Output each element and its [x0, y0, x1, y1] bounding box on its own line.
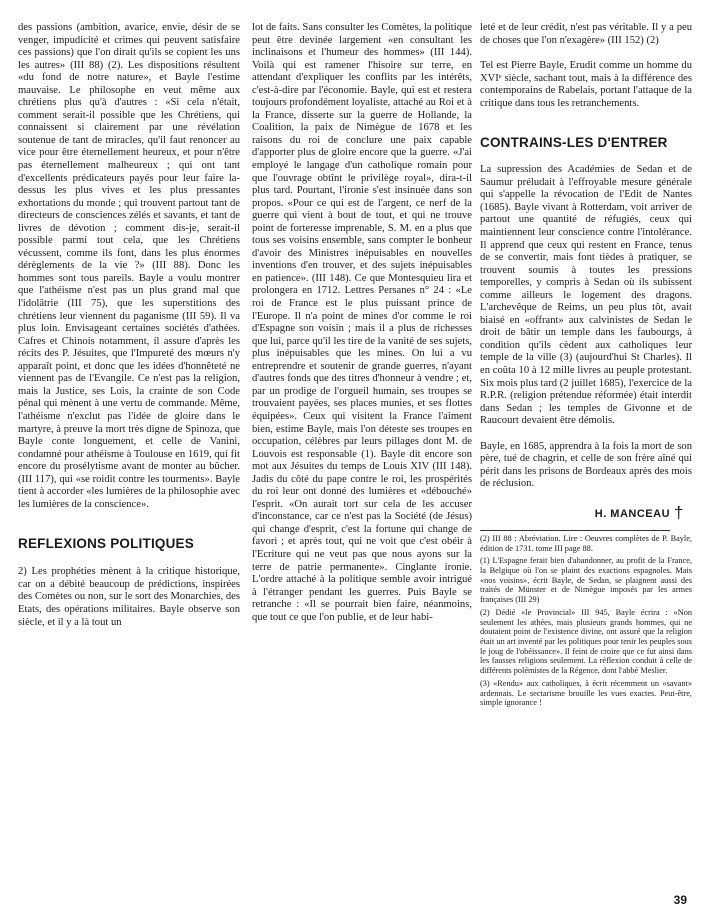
column-middle	[252, 22, 472, 624]
body-paragraph: Tel est Pierre Bayle, Erudit comme un homme du XVIᵉ siècle, sachant tout, mais à la différence des contemporains de Rabelais, portant l'attaque de la critique dans tous les retranchements.	[480, 60, 692, 109]
footnote: (2) III 88 : Abréviation. Lire : Oeuvres complètes de P. Bayle, édition de 1731. tome III page 88.	[480, 533, 692, 553]
author-signature	[480, 503, 684, 523]
footnote-divider	[480, 530, 670, 531]
cross-icon: †	[674, 502, 684, 522]
body-paragraph: 2) Les prophéties mènent à la critique historique, car on a débité beaucoup de prédictions, inspirées des Comètes ou non, sur le sort des Monarchies, des Etats, des opérations militaires. Bayle observe son siècle, et il y a là tout un	[18, 566, 240, 628]
section-heading-contrains-les-d-entrer: CONTRAINS-LES D'ENTRER	[480, 135, 668, 151]
author-name: H. MANCEAU	[594, 507, 671, 520]
page-number: 39	[673, 893, 687, 907]
footnote: (1) L'Espagne ferait bien d'abandonner, au profit de la France, la Belgique où l'on se plaint des exactions espagnoles. Mais «nos voisins», écrit Bayle, de Sedan, se plaignent aussi des traités de Münster et de Nimègue imposés par les armes françaises (III 29)	[480, 556, 692, 605]
column-left	[18, 22, 240, 629]
footnote: (2) Dédié «le Provincial» III 945, Bayle écrira : «Non seulement les athées, mais plusieurs grands hommes, qui ne doutaient point de l'existence divine, ont assuré que la religion était un art inventé par les politiques pour tenir les peuples sous le joug de l'obéissance». Il feint de croire que ce fut ainsi dans les fausses religions seulement. La réflexion conduit à celle de différents polémistes de la Régence, dont l'abbé Meslier.	[480, 607, 692, 676]
section-heading-reflexions-politiques: REFLEXIONS POLITIQUES	[18, 536, 194, 552]
body-paragraph: des passions (ambition, avarice, envie, désir de se venger, impudicité et crimes qui peuvent satisfaire ces passions) que l'on dirait qu'ils se copient les uns les autres» (III 88) (2). Les dispositions résultent «du fond de notre nature», et Bayle l'estime mauvaise. Le philosophe en veut même aux chrétiens plus qu'à d'autres : «Si cela n'était, comment serait-il possible que les Chrétiens, qui connaissent si clairement par une révélation soutenue de tant de miracles, qu'il faut renoncer au vice pour être éternellement heureux, et pour n'être pas éternellement malheureux ; qui ont tant d'excellents prédicateurs payés pour leur faire la-dessus les plus vives et les plus pressantes exhortations du monde ; qui trouvent partout tant de directeurs de consciences zélés et savants, et tant de livres de dévotion ; comment dis-je, serait-il possible parmi tout cela, que les Chrétiens vécussent, comme ils font, dans les plus énormes dérèglements de la vie ?» (III 88). Donc les hommes sont tous pareils. Bayle a voulu montrer que l'athéisme n'est pas un plus grand mal que l'idolâtrie (III 75), que les superstitions des chrétiens leur viennent du paganisme (III 59). Il va plus loin. Envisageant certaines sociétés d'athées. Cafres et Chinois notamment, il assure d'après les récits des P. Jésuites, que l'Impureté des mœurs n'y apparaît point, et donc que les idées d'honnêteté ne viennent pas de l'Evangile. Ce n'est pas la religion, mais la Justice, ses Lois, la crainte de son Code pénal qui mènent à une vertu de commande. Même, l'athéisme n'exclut pas l'idée de gloire dans le martyre, à preuve la mort très digne de Spinoza, que Bayle conte longuement, et celle de Vanini, condamné pour athéisme à Toulouse en 1619, qui fit encore du prosélytisme avant de monter au bûcher. (III 117), qui «se roidit contre les tourments». Bayle tient à accorder «les lumières de la philosophie avec les lumières de la conscience».	[18, 22, 240, 510]
body-paragraph: La supression des Académies de Sedan et de Saumur préludait à l'effroyable mesure générale qui s'appelle la révocation de l'Edit de Nantes (1685). Bayle vivant à Rotterdam, voit arriver de partout une quantité de réfugiés, ceux qui maintiennent leur conscience contre l'intolérance. Il apprend que ceux qui restent en France, tenus de se convertir, mais font tièdes à pratiquer, se trouvent soumis à toutes les pressions temporelles, y compris à Sedan où ils subissent comme ailleurs le logement des dragons. L'archevêque de Reims, un peu plus tôt, avait biaisé en «offrant» aux calvinistes de Sedan le droit de bâtir un temple dans les faubourgs, à condition qu'ils cèdent aux catholiques leur temple de la ville (3) (aujourd'hui St Charles). Il en coûta 10 à 12 mille livres au peuple protestant. Six mois plus tard (2 juillet 1685), l'exercice de la R.P.R. (religion prétendue réformée) était interdit dans Sedan ; les temples de Givonne et de Raucourt devaient être démolis.	[480, 164, 692, 427]
body-paragraph: Bayle, en 1685, apprendra à la fois la mort de son père, tué de chagrin, et celle de son frère aîné qui périt dans les prisons de Bordeaux après des mois de réclusion.	[480, 440, 692, 490]
column-right	[480, 22, 692, 708]
footnote: (3) «Rendu» aux catholiques, à écrit récemment un «savant» ardennais. Le sectarisme brouille les vues exactes. Peut-être, simple ignorance !	[480, 678, 692, 708]
body-paragraph: lot de faits. Sans consulter les Comètes, la politique peut être devinée largement «en consultant les inclinaisons et l'humeur des hommes» (III 144). Voilà qui est ramener l'hisoire sur terre, en attendant d'expliquer les conflits par les intérêts, c'est-à-dire par l'économie. Bayle, qui est et restera toujours profondément loyaliste, attaché au Roi et à la France, disserte sur la guerre de Hollande, la Coalition, la paix de Nimègue de 1678 et les raisons du roi de conclure une paix capable d'apporter plus de gloire encore que la guerre. «J'ai employé le langage d'un catholique romain pour que l'ouvrage obtînt le privilège royal», dira-t-il plus tard. Pourtant, l'ironie s'est insinuée dans son propos. «Pour ce qui est de l'argent, ce nerf de la guerre qui vient à bout de tout, et qui ne trouve point de forteresse imprenable, S. M. en a plus que tous ses voisins ensemble, sans compter le bonheur d'avoir des Ministres inépuisables en nouvelles inventions d'en trouver, et des sujets inépuisables en patience». (III 148). Ce que Montesquieu lira et prolongera en 1712. Lettres Persanes n° 24 : «Le roi de France est le plus puissant prince de l'Europe. Il n'a point de mines d'or comme le roi d'Espagne son voisin ; mais il a plus de richesses que lui, parce qu'il les tire de la vanité de ses sujets, plus inépuisables que les mines. On lui a vu entreprendre et soutenir de grande guerres, n'ayant d'autres fonds que des titres d'honneur à vendre ; et, par un prodige de l'orgueil humain, ses troupes se trouvaient payées, ses places munies, et ses flottes équipées». Ceux qui visitent la France l'aiment bien, estime Bayle, mais l'on déteste ses troupes en occupation, célèbres par leurs pillages dont M. de Louvois est responsable (1). Bayle dit encore son mot aux Jésuites du temps de Louis XIV (III 148). Jadis du côté du pape contre le roi, les prospérités du roi leur ont donné des lumières et «débouché» l'esprit. «On aurait tort sur cela de les accuser d'inconstance, car ce n'est pas la Société (de Jésus) qui change d'esprit, c'est la fortune qui change de favori ; et après tout, qui ne voit que c'est obéir à l'Ecriture qui ne veut pas que nous ayons sur la terre de patrie permanente». Cinglante ironie. L'ordre attaché à la politique semble avoir intrigué à l'étranger pendant les guerres. Puis Bayle se retranche : «Il se pourrait bien faire, néanmoins, que tout ce que l'on publie, et de leur habi-	[252, 22, 472, 623]
body-paragraph: leté et de leur crédit, n'est pas véritable. Il y a peu de choses que l'on n'exagère» (III 152) (2)	[480, 22, 692, 46]
